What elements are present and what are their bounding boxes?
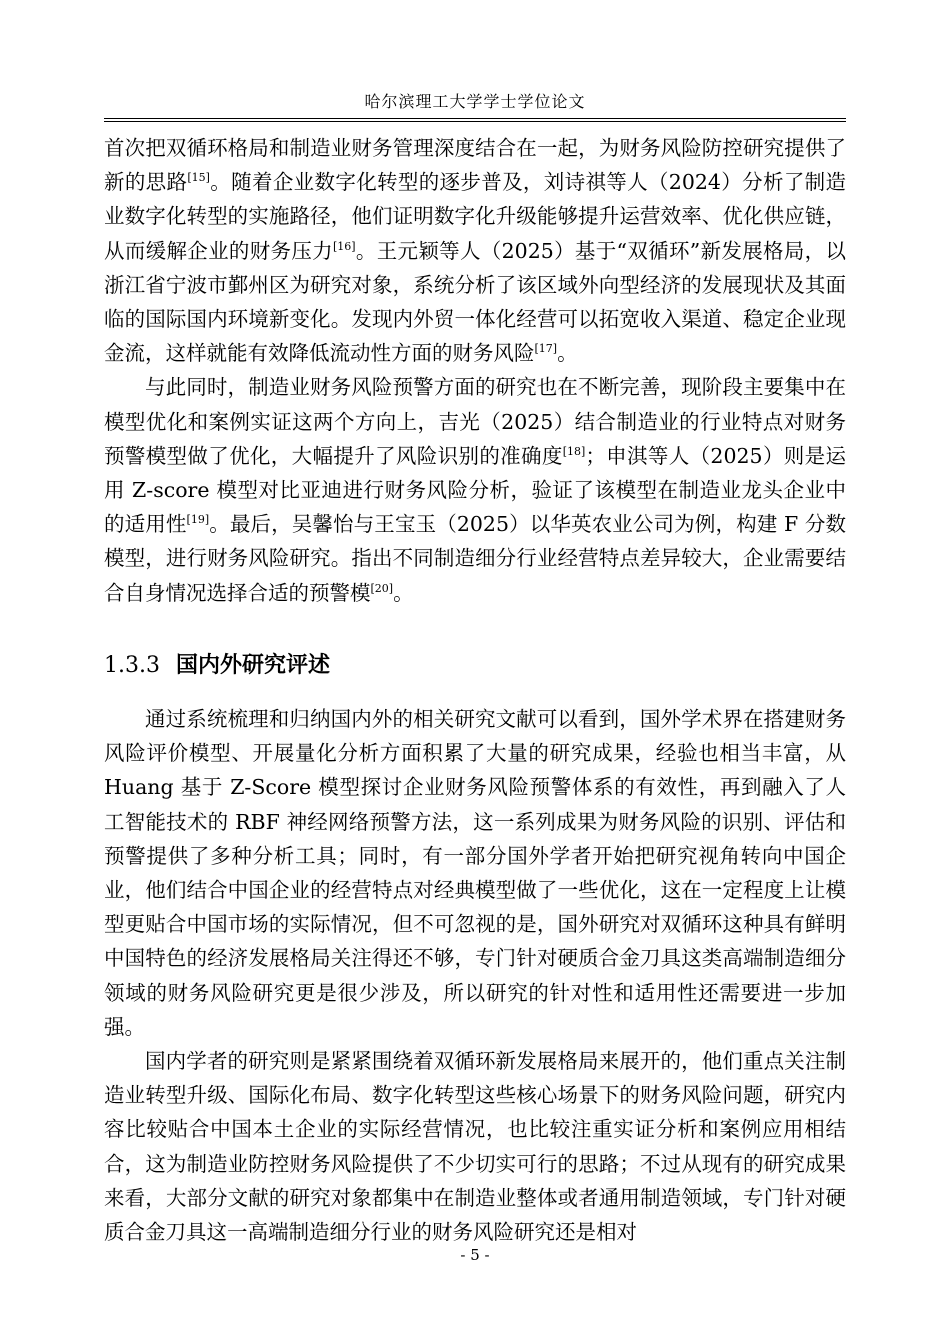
section-title: 国内外研究评述	[175, 652, 330, 678]
citation-ref: [18]	[562, 444, 586, 458]
citation-ref: [20]	[370, 581, 394, 595]
paragraph-1-text-1: 首次把双循环格局和制造业财务管理深度结合在一起，为财务风险防控研究提供了新的思路	[104, 136, 846, 195]
paragraph-2	[104, 370, 846, 609]
paragraph-1-text-4: 。	[557, 341, 578, 366]
paragraph-1-text-2: 。随着企业数字化转型的逐步普及，刘诗祺等人（2024）分析了制造业数字化转型的实施路径，他们证明数字化升级能够提升运营效率、优化供应链，从而缓解企业的财务压力	[104, 170, 847, 263]
header-divider	[104, 118, 846, 122]
review-summary	[104, 702, 846, 1249]
citation-ref: [16]	[332, 239, 356, 253]
paragraph-1-text-3: 。王元颖等人（2025）基于“双循环”新发展格局，以浙江省宁波市鄞州区为研究对象，系统分析了该区域外向型经济的发展现状及其面临的国际国内环境新变化。发现内外贸一体化经营可以拓宽收入渠道、稳定企业现金流，这样就能有效降低流动性方面的财务风险	[104, 238, 846, 366]
page-number: - 5 -	[460, 1246, 490, 1264]
paragraph-2-text-4: 。	[393, 580, 414, 605]
section-heading	[104, 647, 846, 684]
paragraph-2-text-2: ；申淇等人（2025）则是运用 Z-score 模型对比亚迪进行财务风险分析，验证了该模型在制造业龙头企业中的适用性	[104, 443, 847, 537]
citation-ref: [19]	[186, 513, 210, 527]
citation-ref: [17]	[534, 342, 558, 356]
paragraph-3: 通过系统梳理和归纳国内外的相关研究文献可以看到，国外学术界在搭建财务风险评价模型、开展量化分析方面积累了大量的研究成果，经验也相当丰富，从 Huang 基于 Z-Score 模型探讨企业财务风险预警体系的有效性，再到融入了人工智能技术的 RBF 神经网络预警方法，这一系列成果为财务风险的识别、评估和预警提供了多种分析工具；同时，有一部分国外学者开始把研究视角转向中国企业，他们结合中国企业的经营特点对经典模型做了一些优化，这在一定程度上让模型更贴合中国市场的实际情况，但不可忽视的是，国外研究对双循环这种具有鲜明中国特色的经济发展格局关注得还不够，专门针对硬质合金刀具这类高端制造细分领域的财务风险研究更是很少涉及，所以研究的针对性和适用性还需要进一步加强。	[104, 707, 846, 1039]
section-number: 1.3.3	[104, 653, 160, 678]
paragraph-2-text-1: 与此同时，制造业财务风险预警方面的研究也在不断完善，现阶段主要集中在模型优化和案例实证这两个方向上，吉光（2025）结合制造业的行业特点对财务预警模型做了优化，大幅提升了风险识别的准确度	[104, 375, 846, 468]
paragraph-1	[104, 131, 846, 370]
literature-review-continued	[104, 131, 846, 610]
citation-ref: [15]	[187, 171, 210, 185]
paragraph-4: 国内学者的研究则是紧紧围绕着双循环新发展格局来展开的，他们重点关注制造业转型升级、国际化布局、数字化转型这些核心场景下的财务风险问题，研究内容比较贴合中国本土企业的实际经营情况，也比较注重实证分析和案例应用相结合，这为制造业防控财务风险提供了不少切实可行的思路；不过从现有的研究成果来看，大部分文献的研究对象都集中在制造业整体或者通用制造领域，专门针对硬质合金刀具这一高端制造细分行业的财务风险研究还是相对	[104, 1049, 846, 1245]
running-header: 哈尔滨理工大学学士学位论文	[364, 92, 586, 111]
paragraph-2-text-3: 。最后，吴馨怡与王宝玉（2025）以华英农业公司为例，构建 F 分数模型，进行财务风险研究。指出不同制造细分行业经营特点差异较大，企业需要结合自身情况选择合适的预警模	[104, 512, 846, 605]
